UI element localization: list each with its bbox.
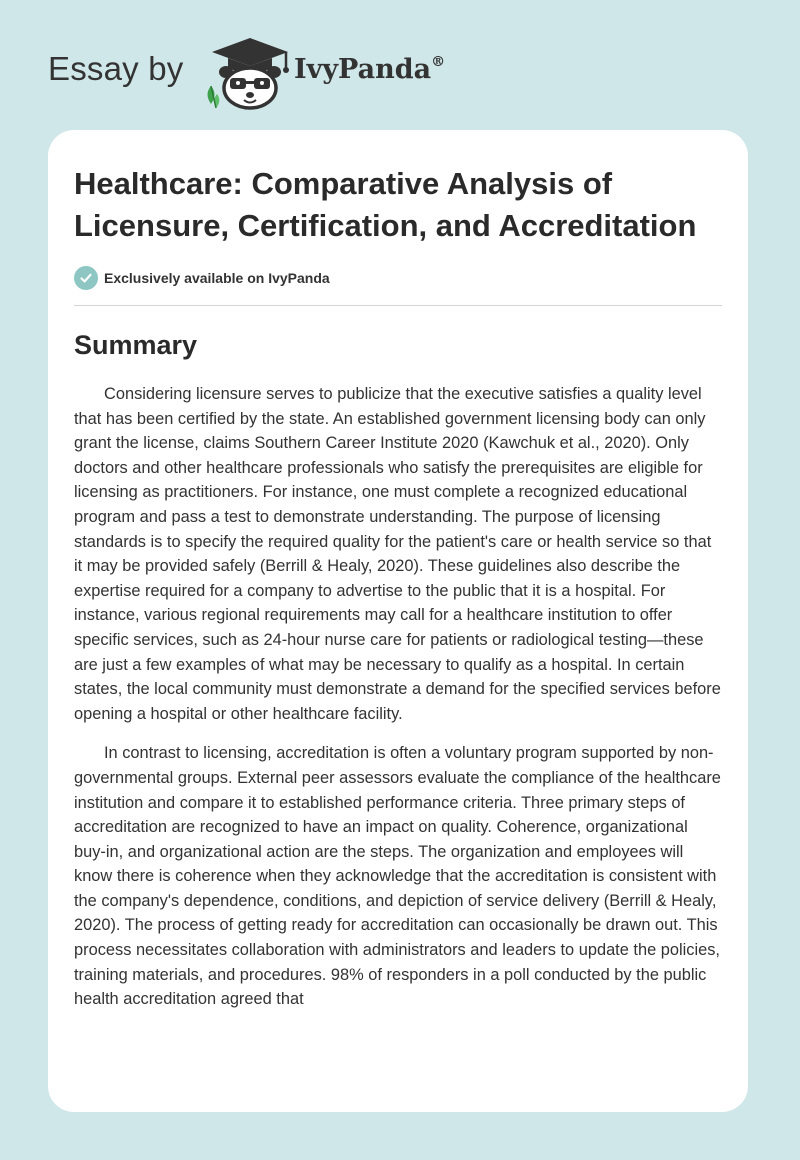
paragraph: Considering licensure serves to publicize that the executive satisfies a quality level that has been certified by the state. An established government licensing body can only grant the license, claims Southern Career Institute 2020 (Kawchuk et al., 2020). Only doctors and other healthcare professionals who satisfy the prerequisites are eligible for licensing as practitioners. For instance, one must complete a recognized educational program and pass a test to demonstrate understanding. The purpose of licensing standards is to specify the required quality for the patient's care or health service so that it may be provided safely (Berrill & Healy, 2020). These guidelines also describe the expertise required for a company to advertise to the public that it is a hospital. For instance, various regional requirements may call for a healthcare institution to offer specific services, such as 24-hour nurse care for patients or radiological testing—these are just a few examples of what may be necessary to qualify as a hospital. In certain states, the local community must demonstrate a demand for the specified services before opening a hospital or other healthcare facility. [74, 385, 721, 723]
ivypanda-logo-icon[interactable] [202, 34, 298, 110]
brand-prefix: Essay by [48, 50, 184, 87]
section-heading-summary: Summary [74, 330, 198, 360]
essay-card [48, 130, 748, 1112]
page-title: Healthcare: Comparative Analysis of Licensure, Certification, and Accreditation [74, 166, 697, 243]
exclusive-label: Exclusively available on IvyPanda [104, 270, 330, 286]
divider [74, 305, 722, 306]
paragraph: In contrast to licensing, accreditation is often a voluntary program supported by non-governmental groups. External peer assessors evaluate the compliance of the healthcare institution and compare it to established performance criteria. Three primary steps of accreditation are recognized to have an impact on quality. Coherence, organizational buy-in, and organizational action are the steps. The organization and employees will know there is coherence when they acknowledge that the accreditation is consistent with the company's dependence, conditions, and depiction of service delivery (Berrill & Healy, 2020). The process of getting ready for accreditation can occasionally be drawn out. This process necessitates collaboration with administrators and leaders to update the policies, training materials, and procedures. 98% of responders in a poll conducted by the public health accreditation agreed that [74, 744, 721, 1009]
brand-name[interactable]: IvyPanda® [294, 54, 446, 85]
exclusive-badge [74, 265, 722, 291]
site-header [48, 34, 508, 110]
check-circle-icon [74, 266, 98, 290]
